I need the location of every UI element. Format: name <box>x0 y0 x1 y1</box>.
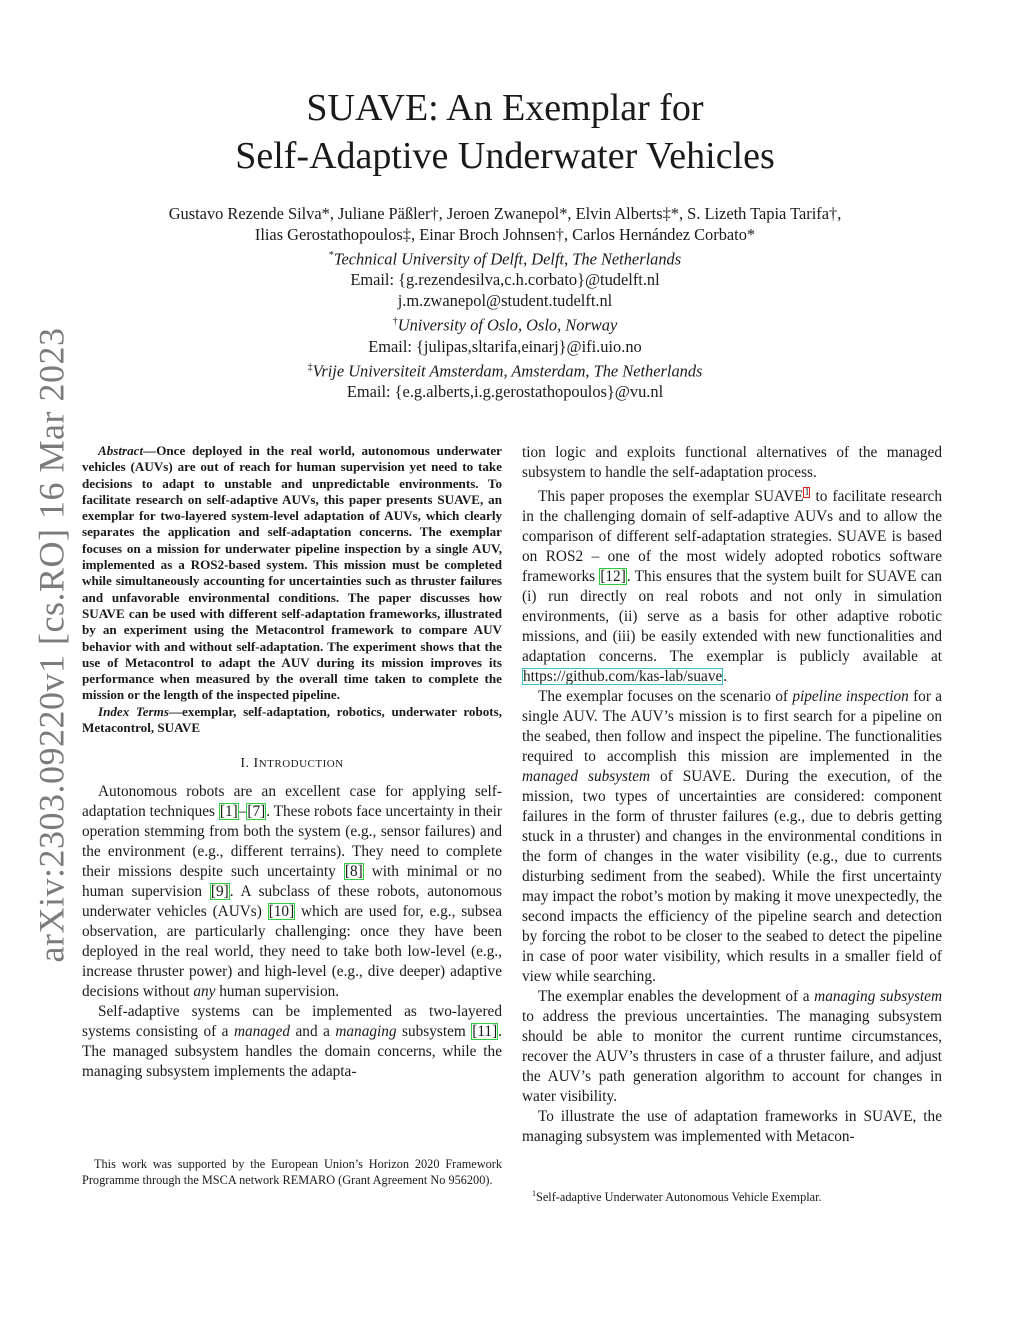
citation-link[interactable]: [10] <box>268 903 295 921</box>
citation-link[interactable]: [9] <box>210 883 229 901</box>
footnote-1-text: Self-adaptive Underwater Autonomous Vehicle Exemplar. <box>536 1190 822 1205</box>
funding-footnote: This work was supported by the European Union’s Horizon 2020 Framework Programme through the MSCA network REMARO (Grant Agreement No 956200). <box>82 1157 502 1187</box>
affiliation-1 <box>100 245 910 269</box>
emphasis-text: managing <box>335 1023 397 1041</box>
text-run: . A subclass of these robots, autonomous underwater vehicles (AUVs) <box>82 883 502 921</box>
emphasis-text: managing subsystem <box>814 988 942 1006</box>
footnote-1-mark: 1 <box>532 1189 536 1198</box>
author-line-1: Gustavo Rezende Silva*, Juliane Päßler†, Jeroen Zwanepol*, Elvin Alberts‡*, S. Lizeth Tapia Tarifa†, <box>168 204 842 223</box>
emphasis-text: any <box>193 983 216 1001</box>
emphasis-text: pipeline inspection <box>792 688 909 706</box>
text-run: Autonomous robots are an excellent case for applying self-adaptation techniques <box>82 783 502 821</box>
intro-paragraph-1 <box>82 782 502 1002</box>
text-run: of SUAVE. During the execution, of the mission, two types of uncertainties are considered: component failures in the form of thruster failures (e.g., due to debris getting stuck in a thruster) and changes in the environmental conditions in the form of changes in the water visibility (e.g., due to currents disturbing sediment from the seabed). While the first uncertainty may impact the robot’s motion by making it move unexpectedly, the second impacts the efficiency of the pipeline search and detection by forcing the robot to be closer to the seabed to detect the pipeline in case of poor water visibility, which results in a smaller field of view while searching. <box>522 768 942 986</box>
index-terms-text: —exemplar, self-adaptation, robotics, underwater robots, Metacontrol, SUAVE <box>82 703 502 736</box>
affiliation-1-text: Technical University of Delft, Delft, The Netherlands <box>333 249 682 269</box>
email-1: Email: {g.rezendesilva,c.h.corbato}@tudelft.nl <box>350 270 660 290</box>
section-heading-introduction <box>82 754 502 774</box>
emphasis-text: managed subsystem <box>522 768 651 786</box>
citation-link[interactable]: [12] <box>600 568 626 586</box>
text-run: – <box>238 803 247 821</box>
text-run: subsystem <box>396 1023 472 1041</box>
title-line-2: Self-Adaptive Underwater Vehicles <box>235 135 775 177</box>
emphasis-text: managed <box>233 1023 291 1041</box>
author-block <box>100 203 910 402</box>
intro-paragraph-3 <box>522 483 942 687</box>
abstract-text: —Once deployed in the real world, autonomous underwater vehicles (AUVs) are out of reach for human supervision yet need to take decisions to adapt to unstable and unpredictable environments. To facilitate research on self-adaptive AUVs, this paper presents SUAVE, an exemplar for two-layered system-level adaptation of AUVs, which clearly separates the application and self-adaptation concerns. The exemplar focuses on a mission for underwater pipeline inspection by a single AUV, implemented as a ROS2-based system. This mission must be completed while simultaneously accounting for uncertainties such as thruster failures and unfavorable environmental conditions. The paper discusses how SUAVE can be used with different self-adaptation frameworks, illustrated by an experiment using the Metacontrol framework to compare AUV behavior with and without self-adaptation. The experiment shows that the use of Metacontrol to adapt the AUV during its mission improves its performance when measured by the overall time taken to complete the mission or the length of the inspected pipeline. <box>82 443 502 703</box>
text-run: . The managed subsystem handles the domain concerns, while the managing subsystem implements the adapta- <box>82 1023 502 1081</box>
text-run: and a <box>290 1023 336 1041</box>
intro-paragraph-6: To illustrate the use of adaptation frameworks in SUAVE, the managing subsystem was implemented with Metacon- <box>522 1108 942 1146</box>
intro-paragraph-2-cont: tion logic and exploits functional alternatives of the managed subsystem to handle the self-adaptation process. <box>522 444 942 481</box>
text-run: The exemplar focuses on the scenario of <box>538 688 793 706</box>
left-column <box>82 443 502 1082</box>
text-run: to address the previous uncertainties. The managing subsystem should be able to monitor the current runtime circumstances, recover the AUV’s thrusters in case of a thruster failure, and adjust the AUV’s path generation algorithm to account for changes in water visibility. <box>522 1008 942 1106</box>
text-run: to facilitate research in the challenging domain of self-adaptive AUVs and to allow the comparison of different self-adaptation strategies. SUAVE is based on ROS2 – one of the most widely adopted robotics software frameworks <box>522 488 942 586</box>
affiliation-2-text: University of Oslo, Oslo, Norway <box>397 315 618 335</box>
paper-title <box>140 84 870 180</box>
email-3: Email: {e.g.alberts,i.g.gerostathopoulos}@vu.nl <box>346 382 664 402</box>
text-run: The exemplar enables the development of a <box>538 988 815 1006</box>
email-2: Email: {julipas,sltarifa,einarj}@ifi.uio.no <box>368 336 642 356</box>
text-run: Self-adaptive systems can be implemented as two-layered systems consisting of a <box>82 1003 502 1041</box>
text-run: human supervision. <box>215 983 340 1001</box>
section-title-first: I <box>253 756 259 772</box>
affiliation-3-mark: ‡ <box>307 361 313 373</box>
arxiv-id-text: arXiv:2303.09220v1 [cs.RO] 16 Mar 2023 <box>31 327 72 963</box>
email-1b: j.m.zwanepol@student.tudelft.nl <box>397 291 613 311</box>
citation-link[interactable]: [8] <box>344 863 363 881</box>
affiliation-3-text: Vrije Universiteit Amsterdam, Amsterdam, The Netherlands <box>312 361 703 381</box>
github-url-link[interactable]: https://github.com/kas-lab/suave <box>523 668 723 686</box>
intro-paragraph-4 <box>522 687 942 987</box>
text-run: . These robots face uncertainty in their operation stemming from both the system (e.g., sensor failures) and the environment (e.g., different terrains). They need to complete their missions despite such uncertainty <box>82 803 502 881</box>
footnote-1 <box>532 1186 942 1206</box>
text-run: with minimal or no human supervision <box>82 863 502 901</box>
text-run: . <box>723 668 728 686</box>
affiliation-2-mark: † <box>392 316 398 328</box>
citation-link[interactable]: [7] <box>247 803 266 821</box>
arxiv-identifier <box>28 327 74 963</box>
text-run: This paper proposes the exemplar SUAVE <box>538 488 804 506</box>
text-run: . This ensures that the system built for SUAVE can (i) run directly on real robots and not only in simulation environments, (ii) serve as a basis for other adaptive robotic missions, and (iii) be easily extended with new functionalities and adaptation concerns. The exemplar is publicly available at <box>522 568 942 666</box>
citation-link[interactable]: [1] <box>219 803 238 821</box>
text-run: which are used for, e.g., subsea observation, are particularly challenging: once they have been deployed in the real world, they need to take both low-level (e.g., increase thruster power) and high-level (e.g., dive deeper) adaptive decisions without <box>82 903 502 1001</box>
index-terms <box>82 704 502 737</box>
affiliation-2 <box>100 311 910 335</box>
intro-paragraph-2 <box>82 1002 502 1082</box>
author-line-2: Ilias Gerostathopoulos‡, Einar Broch Johnsen†, Carlos Hernández Corbato* <box>254 225 756 244</box>
affiliation-1-mark: * <box>328 250 334 261</box>
index-terms-label: Index Terms <box>98 703 169 719</box>
section-title-rest: NTRODUCTION <box>258 758 344 771</box>
section-number: I. <box>240 756 254 772</box>
abstract-label: Abstract <box>98 443 144 458</box>
footnote-reference[interactable]: 1 <box>804 487 810 498</box>
abstract <box>82 443 502 704</box>
affiliation-3 <box>100 357 910 381</box>
title-line-1: SUAVE: An Exemplar for <box>306 87 704 129</box>
right-column <box>522 443 942 1147</box>
intro-paragraph-5 <box>522 987 942 1107</box>
text-run: for a single AUV. The AUV’s mission is to first search for a pipeline on the seabed, then follow and inspect the pipeline. The functionalities required to accomplish this mission are implemented in the <box>522 688 942 766</box>
citation-link[interactable]: [11] <box>472 1023 498 1041</box>
